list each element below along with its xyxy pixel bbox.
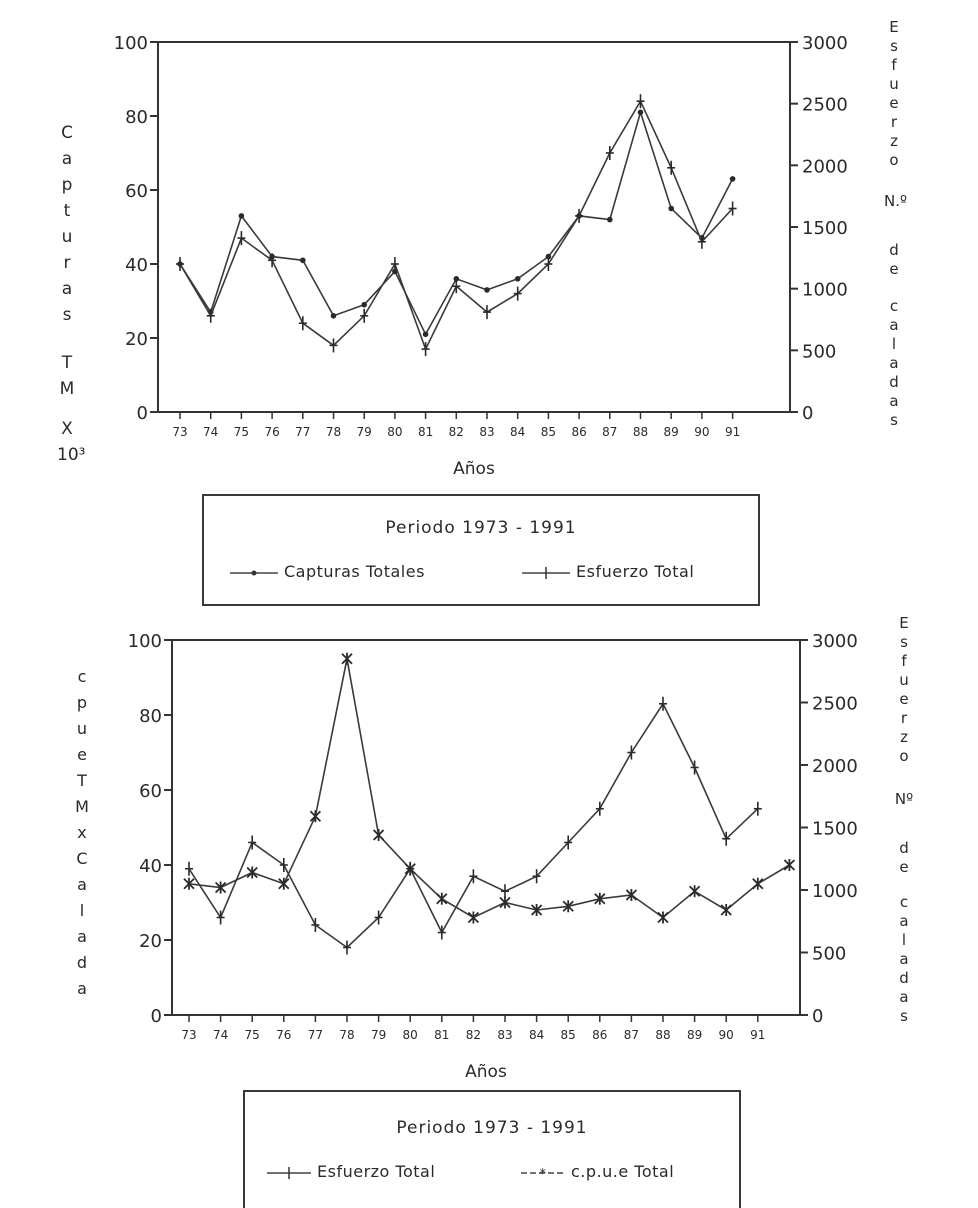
chart1-point-capturas-totales xyxy=(300,258,306,264)
chart2-point-esfuerzo-total xyxy=(343,941,351,955)
chart2-x-tick-label: 73 xyxy=(181,1028,197,1042)
chart2-x-tick-label: 80 xyxy=(402,1028,418,1042)
chart1-point-esfuerzo-total xyxy=(483,305,491,319)
chart1-x-tick-label: 84 xyxy=(510,425,526,439)
chart1-point-capturas-totales xyxy=(668,206,674,212)
chart2-x-tick-label: 81 xyxy=(434,1028,450,1042)
chart1-x-tick-label: 83 xyxy=(479,425,495,439)
chart1-x-tick-label: 80 xyxy=(387,425,403,439)
chart1-right-tick-label: 0 xyxy=(802,403,814,424)
chart2-right-tick-label: 2000 xyxy=(812,756,858,777)
chart2-right-tick-label: 2500 xyxy=(812,693,858,715)
chart1-x-tick-label: 79 xyxy=(356,425,372,439)
chart1-left-tick-label: 20 xyxy=(125,329,148,350)
chart2-point-c-p-u-e-total xyxy=(658,912,668,924)
chart2-legend xyxy=(243,1090,741,1208)
chart2-point-esfuerzo-total xyxy=(754,802,762,816)
chart2-x-tick-label: 84 xyxy=(528,1028,545,1042)
chart1-point-esfuerzo-total xyxy=(237,231,245,245)
chart1-x-tick-label: 81 xyxy=(417,425,434,439)
chart1-x-axis-title: Años xyxy=(453,459,495,479)
chart2-x-tick-label: 85 xyxy=(560,1028,576,1042)
chart1-point-esfuerzo-total xyxy=(514,287,522,301)
chart2-x-tick-label: 82 xyxy=(465,1028,482,1042)
chart2-x-tick-label: 77 xyxy=(307,1028,324,1042)
chart1-point-esfuerzo-total xyxy=(729,202,737,216)
plus-line-icon xyxy=(267,1167,311,1179)
chart2-right-tick-label: 0 xyxy=(812,1006,824,1027)
chart1-right-tick-label: 3000 xyxy=(802,33,848,54)
chart1-right-tick-label: 1500 xyxy=(802,218,848,239)
chart2-point-c-p-u-e-total xyxy=(468,912,478,924)
chart2-point-c-p-u-e-total xyxy=(247,867,257,879)
chart2-point-c-p-u-e-total xyxy=(753,878,763,890)
chart2-point-c-p-u-e-total xyxy=(437,893,447,905)
chart1-right-tick-label: 2000 xyxy=(802,156,848,178)
dot-line-icon xyxy=(230,568,278,578)
chart2-point-c-p-u-e-total xyxy=(721,904,731,916)
chart1-legend xyxy=(202,494,760,606)
chart1-x-tick-label: 91 xyxy=(724,425,741,439)
chart2-right-tick-label: 500 xyxy=(812,943,847,965)
chart2-point-esfuerzo-total xyxy=(533,869,541,883)
chart2-point-c-p-u-e-total xyxy=(374,829,384,841)
star-line-icon xyxy=(521,1167,565,1179)
chart1-point-capturas-totales xyxy=(515,276,521,282)
chart2-x-tick-label: 83 xyxy=(497,1028,513,1042)
chart1-legend-item-esfuerzo: Esfuerzo Total xyxy=(522,562,694,581)
chart2-point-c-p-u-e-total xyxy=(342,653,352,665)
chart1-x-tick-label: 89 xyxy=(663,425,679,439)
chart2-series-line-esfuerzo-total xyxy=(189,704,758,948)
chart1-x-tick-label: 77 xyxy=(295,425,311,439)
chart1-x-tick-label: 82 xyxy=(448,425,464,439)
chart1-left-tick-label: 60 xyxy=(125,181,148,202)
chart1-point-capturas-totales xyxy=(423,332,429,338)
chart1-point-capturas-totales xyxy=(730,176,736,182)
chart2-legend-title: Periodo 1973 - 1991 xyxy=(396,1118,588,1138)
chart2-left-axis-label: c p u e T M x C a l a d a xyxy=(75,667,89,998)
chart1-right-axis-label: E s f u e r z o N.º d e c a l a d a s xyxy=(884,18,908,429)
chart1-left-tick-label: 100 xyxy=(113,33,148,54)
chart1-series-line-esfuerzo-total xyxy=(180,101,733,349)
chart1-x-tick-label: 73 xyxy=(172,425,188,439)
chart1-legend-item-capturas: Capturas Totales xyxy=(230,562,425,581)
chart1-left-tick-label: 40 xyxy=(125,255,148,276)
chart2-legend-item-cpue: * c.p.u.e Total xyxy=(521,1162,674,1181)
chart1-right-tick-label: 1000 xyxy=(802,279,848,301)
chart1-x-tick-label: 88 xyxy=(632,425,649,439)
chart2-point-c-p-u-e-total xyxy=(784,859,794,871)
chart1-point-capturas-totales xyxy=(607,217,613,223)
chart1-x-tick-label: 78 xyxy=(325,425,342,439)
chart1-point-capturas-totales xyxy=(331,313,337,319)
chart1-x-tick-label: 87 xyxy=(602,425,618,439)
plus-line-icon xyxy=(522,567,570,579)
svg-text:*: * xyxy=(539,1166,547,1179)
chart1-x-tick-label: 90 xyxy=(694,425,710,439)
chart-1 xyxy=(0,0,978,490)
chart2-x-tick-label: 74 xyxy=(212,1028,229,1042)
chart2-point-c-p-u-e-total xyxy=(310,810,320,822)
chart2-plot-frame xyxy=(172,640,800,1015)
chart1-left-axis-label: C a p t u r a s T M X 10³ xyxy=(57,123,86,465)
chart1-x-tick-label: 86 xyxy=(571,425,587,439)
chart2-point-esfuerzo-total xyxy=(501,884,509,898)
chart2-x-tick-label: 76 xyxy=(276,1028,292,1042)
chart2-right-tick-label: 3000 xyxy=(812,631,858,652)
chart2-point-c-p-u-e-total xyxy=(690,885,700,897)
chart2-left-tick-label: 0 xyxy=(150,1006,162,1027)
chart2-point-c-p-u-e-total xyxy=(279,878,289,890)
chart1-x-tick-label: 74 xyxy=(203,425,219,439)
chart2-left-tick-label: 80 xyxy=(139,706,162,727)
chart1-point-capturas-totales xyxy=(484,287,490,293)
chart1-series-line-capturas-totales xyxy=(180,112,733,334)
chart2-point-esfuerzo-total xyxy=(564,836,572,850)
chart2-right-tick-label: 1000 xyxy=(812,881,858,902)
chart2-legend-item-esfuerzo: Esfuerzo Total xyxy=(267,1162,435,1181)
chart2-point-c-p-u-e-total xyxy=(500,897,510,909)
chart1-point-capturas-totales xyxy=(638,110,644,116)
chart2-x-axis-title: Años xyxy=(465,1062,507,1082)
chart1-legend-title: Periodo 1973 - 1991 xyxy=(385,518,577,538)
chart2-x-tick-label: 78 xyxy=(339,1028,355,1042)
chart1-right-tick-label: 2500 xyxy=(802,94,848,116)
chart1-right-tick-label: 500 xyxy=(802,341,837,363)
chart2-x-tick-label: 86 xyxy=(592,1028,608,1042)
chart2-left-tick-label: 100 xyxy=(127,631,162,652)
chart2-x-tick-label: 87 xyxy=(623,1028,640,1042)
chart1-point-capturas-totales xyxy=(239,213,245,219)
chart2-left-tick-label: 40 xyxy=(139,856,162,877)
chart2-left-tick-label: 60 xyxy=(139,781,162,802)
chart2-x-tick-label: 89 xyxy=(686,1028,703,1042)
chart1-left-tick-label: 0 xyxy=(136,403,148,424)
chart1-point-capturas-totales xyxy=(361,302,367,308)
chart2-x-tick-label: 91 xyxy=(750,1028,766,1042)
chart1-point-esfuerzo-total xyxy=(330,338,338,352)
chart2-x-tick-label: 79 xyxy=(370,1028,387,1042)
chart2-x-tick-label: 88 xyxy=(655,1028,671,1042)
chart1-x-tick-label: 85 xyxy=(540,425,557,439)
chart2-left-tick-label: 20 xyxy=(139,931,162,952)
chart1-x-tick-label: 76 xyxy=(264,425,280,439)
chart-2 xyxy=(0,610,978,1085)
chart1-left-tick-label: 80 xyxy=(125,107,148,128)
chart2-right-tick-label: 1500 xyxy=(812,818,858,840)
chart2-right-axis-label: E s f u e r z o Nº d e c a l a d a s xyxy=(894,614,914,1025)
chart2-x-tick-label: 75 xyxy=(244,1028,260,1042)
chart2-x-tick-label: 90 xyxy=(718,1028,734,1042)
chart1-x-tick-label: 75 xyxy=(233,425,250,439)
